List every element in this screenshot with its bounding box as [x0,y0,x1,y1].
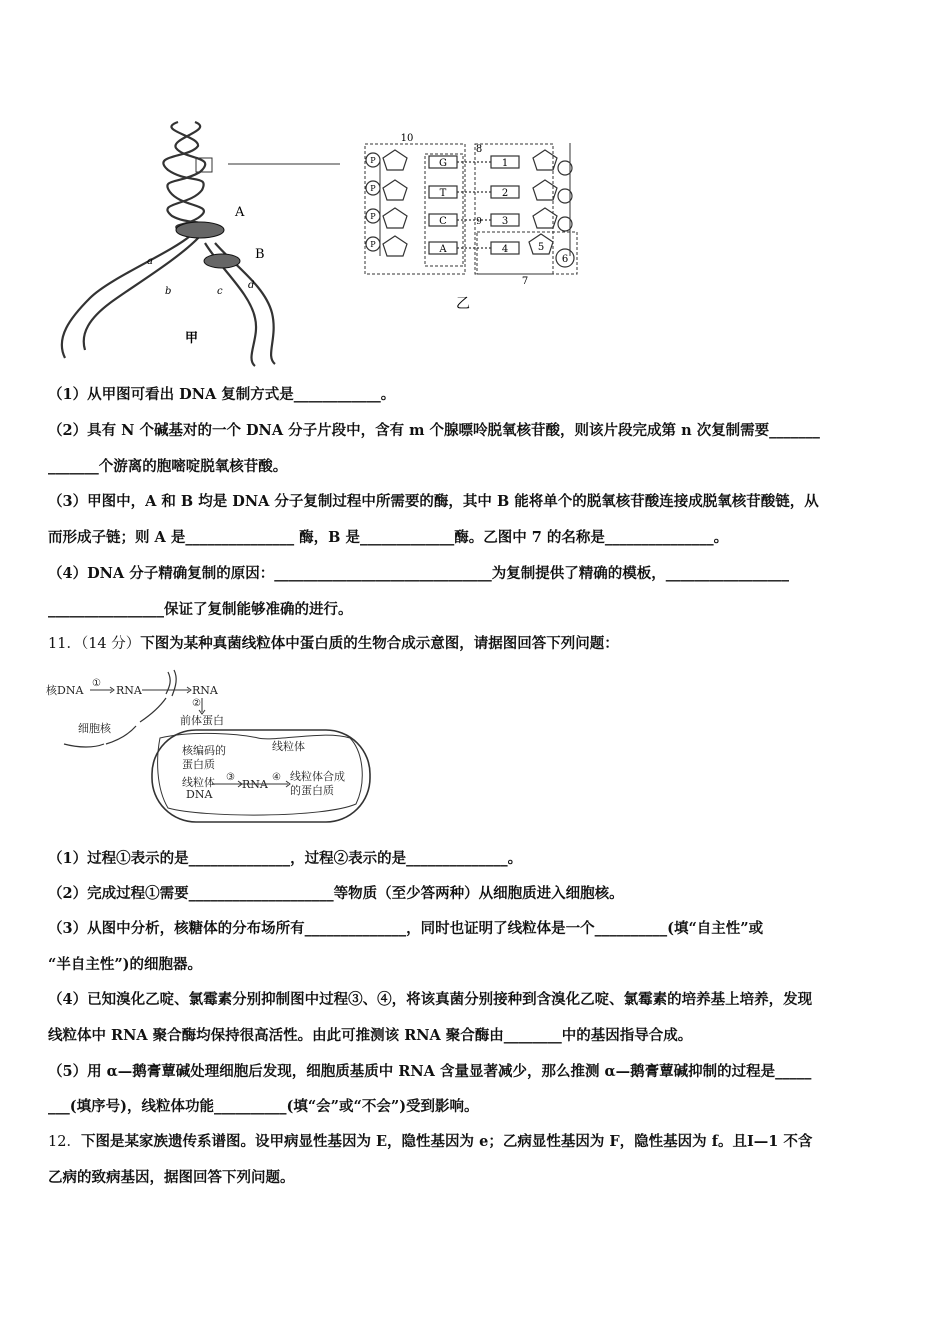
mito-protein-label-2: 的蛋白质 [290,784,334,797]
strand-c-label: c [217,286,223,297]
nuclear-encoded-label-2: 蛋白质 [182,758,215,771]
num-8: 8 [475,144,483,155]
q12-prompt-2: 乙病的致病基因，据图回答下列问题。 [48,1169,295,1186]
q11-heading [48,634,619,654]
figure-jia-caption: 甲 [185,331,199,346]
enzyme-b-label: B [255,247,265,262]
q10-line-2: （2）具有 N 个碱基对的一个 DNA 分子片段中，含有 m 个腺嘌呤脱氧核苷酸，则该片段完成第 n 次复制需要_______ [48,422,820,439]
mitochondrion-label: 线粒体 [272,740,305,753]
enzyme-a-label: A [235,205,245,220]
arrow-4-label: ④ [272,772,281,783]
phosphate-1: P [370,156,376,165]
phosphate-2: P [370,184,376,193]
q11-line-7: （5）用 α—鹅膏蕈碱处理细胞后发现，细胞质基质中 RNA 含量显著减少，那么推测 α—鹅膏蕈碱抑制的过程是_____ [48,1063,812,1080]
q11-line-6: 线粒体中 RNA 聚合酶均保持很高活性。由此可推测该 RNA 聚合酶由________中的基因指导合成。 [48,1027,693,1044]
num-6: 6 [561,254,569,265]
num-7: 7 [521,276,529,287]
mito-dna-label-1: 线粒体 [182,776,215,789]
num-5: 5 [537,242,545,253]
q11-line-8: ___(填序号)，线粒体功能__________(填“会”或“不会”)受到影响。 [48,1098,479,1115]
base-1: G [439,158,447,169]
q10-line-5: 而形成子链；则 A 是_______________ 酶，B 是_____________酶。乙图中 7 的名称是_______________。 [48,529,729,546]
arrow-1-label: ① [92,678,101,689]
q11-line-2: （2）完成过程①需要____________________等物质（至少答两种）从细胞质进入细胞核。 [48,885,624,902]
figure-mitochondria [44,668,374,828]
q10-line-1: （1）从甲图可看出 DNA 复制方式是____________。 [48,386,396,403]
q12-prompt-1: 下图是某家族遗传系谱图。设甲病显性基因为 E，隐性基因为 e；乙病显性基因为 F，隐性基因为 f。且Ⅰ—1 不含 [80,1133,813,1150]
nuclear-encoded-label-1: 核编码的 [182,744,226,757]
q12-number: 12． [48,1134,81,1150]
base-2: T [439,188,447,199]
num-10: 10 [400,133,414,144]
q10-line-6: （4）DNA 分子精确复制的原因：______________________________为复制提供了精确的模板，_________________ [48,565,789,582]
base-3: C [439,216,447,227]
q11-line-3: （3）从图中分析，核糖体的分布场所有______________，同时也证明了线粒体是一个__________(填“自主性”或 [48,920,764,937]
strand-a-label: a [147,256,153,267]
arrow-2-label: ② [192,698,201,709]
rna-3-label: RNA [242,778,268,791]
q11-line-4: “半自主性”)的细胞器。 [48,956,203,973]
base-4: A [439,244,447,255]
q11-prompt: 下图为某种真菌线粒体中蛋白质的生物合成示意图，请据图回答下列问题： [140,635,619,652]
rna-1-label: RNA [116,684,142,697]
mito-dna-label-2: DNA [186,788,213,801]
arrow-3-label: ③ [226,772,235,783]
phosphate-3: P [370,212,376,221]
q10-line-3: _______个游离的胞嘧啶脱氧核苷酸。 [48,458,288,475]
phosphate-4: P [370,240,376,249]
num-2: 2 [501,188,509,199]
num-4: 4 [501,244,509,255]
figure-jia [50,118,340,370]
rna-2-label: RNA [192,684,218,697]
strand-b-label: b [165,286,172,297]
num-9: 9 [476,217,482,227]
q10-line-4: （3）甲图中，A 和 B 均是 DNA 分子复制过程中所需要的酶，其中 B 能将单个的脱氧核苷酸连接成脱氧核苷酸链，从 [48,493,819,510]
num-3: 3 [501,216,509,227]
q11-line-5: （4）已知溴化乙啶、氯霉素分别抑制图中过程③、④，将该真菌分别接种到含溴化乙啶、氯霉素的培养基上培养，发现 [48,991,813,1008]
q12-heading [48,1132,812,1152]
q10-line-7: ________________保证了复制能够准确的进行。 [48,601,353,618]
q11-line-1: （1）过程①表示的是______________，过程②表示的是______________。 [48,850,523,867]
figure-yi-caption: 乙 [456,296,470,312]
num-1: 1 [501,158,509,169]
precursor-protein-label: 前体蛋白 [180,714,224,727]
nuclear-dna-label: 核DNA [46,684,84,697]
strand-d-label: d [248,280,255,291]
mito-protein-label-1: 线粒体合成 [290,770,345,783]
nucleus-label: 细胞核 [78,722,111,735]
figure-yi [355,128,595,316]
q11-number: 11．（14 分） [48,636,141,652]
